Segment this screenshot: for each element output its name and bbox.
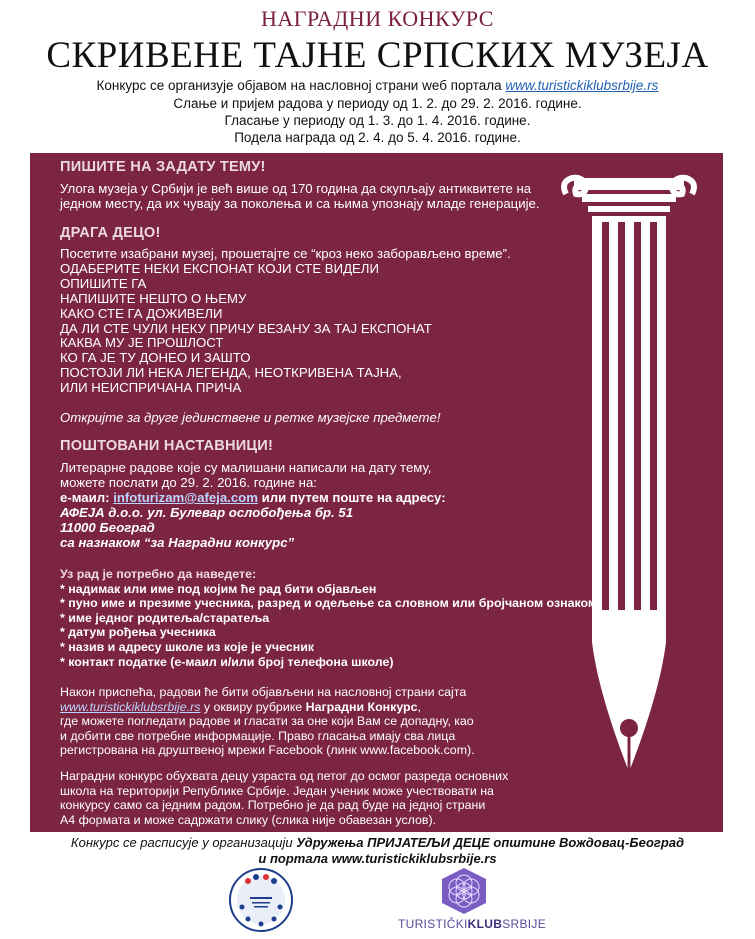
eligibility-line: А4 формата и може садржати слику (слика није обавезан услов). (60, 812, 437, 827)
kids-line: ИЛИ НЕИСПРИЧАНА ПРИЧА (60, 380, 242, 396)
kids-line: КАКО СТЕ ГА ДОЖИВЕЛИ (60, 305, 223, 321)
contest-title: СКРИВЕНЕ ТАЈНЕ СРПСКИХ МУЗЕЈА (46, 35, 709, 76)
address-line: 11000 Београд (60, 520, 155, 535)
pillar-pen-icon (556, 172, 702, 772)
theme-line: Улога музеја у Србији је већ више од 170 година да скупљају антиквитете на (60, 181, 532, 196)
info-line-1-text: Конкурс се организује објавом на насловној страни wеб портала (96, 78, 502, 93)
kids-line: Посетите изабрани музеј, прошетајте се “кроз неко заборављено време”. (60, 246, 511, 261)
requirement-item: * назив и адресу школе из које је учесник (60, 639, 315, 654)
requirement-item: * пуно име и презиме учесника, разред и одељење са словном или бројчаном ознаком (60, 596, 598, 611)
portal-link[interactable]: www.turistickiklubsrbije.rs (505, 78, 659, 93)
publication-text: , (417, 699, 421, 714)
info-line-1 (0, 78, 755, 93)
organizer-line (0, 835, 755, 850)
requirement-item: * датум рођења учесника (60, 625, 216, 640)
section-theme-text (60, 181, 540, 212)
kids-line: ОДАБЕРИТЕ НЕКИ ЕКСПОНАТ КОЈИ СТЕ ВИДЕЛИ (60, 260, 379, 276)
requirement-item: * име једног родитеља/старатеља (60, 610, 270, 625)
info-line-4: Подела награда од 2. 4. до 5. 4. 2016. године. (234, 130, 521, 145)
address-line: АФЕЈА д.о.о. ул. Булевар ослобођења бр. 51 (60, 505, 354, 520)
wordmark-part: TURISTIČKI (398, 917, 468, 931)
publication-line: регистрована на друштвеној мрежи Facebook (линк www.facebook.com). (60, 743, 475, 758)
info-line-2: Слање и пријем радова у периоду од 1. 2. до 29. 2. 2016. године. (173, 96, 582, 111)
portal-link-panel[interactable]: www.turistickiklubsrbije.rs (60, 699, 201, 714)
theme-line: једном месту, да их чувају за поколења и са њима упознају младе генерације. (60, 196, 540, 212)
wordmark-part: KLUB (467, 917, 503, 931)
flower-of-life-logo (434, 866, 494, 916)
section-teachers-heading: ПОШТОВАНИ НАСТАВНИЦИ! (60, 438, 274, 454)
address-line: са назнаком “за Наградни конкурс” (60, 535, 295, 550)
section-publication (60, 685, 475, 758)
kids-line: ПОСТОЈИ ЛИ НЕКА ЛЕГЕНДА, НЕОТКРИВЕНА ТАЈНА, (60, 365, 402, 381)
kids-line: ОПИШИТЕ ГА (60, 275, 147, 291)
eligibility-line: школа на територији Републике Србије. Један ученик може учествовати на (60, 783, 494, 798)
email-suffix: или путем поште на адресу: (257, 490, 446, 505)
turisticki-klub-wordmark (398, 917, 546, 931)
teachers-line: можете послати до 29. 2. 2016. године на: (60, 475, 317, 490)
wordmark-part: SRBIJE (502, 917, 547, 931)
kids-line: КАКВА МУ ЈЕ ПРОШЛОСТ (60, 335, 224, 351)
requirement-item: * надимак или име под којим ће рад бити објављен (60, 581, 377, 596)
kids-line: КО ГА ЈЕ ТУ ДОНЕО И ЗАШТО (60, 350, 251, 366)
section-kids-text (60, 247, 511, 396)
email-line (60, 490, 446, 505)
eligibility-line: Наградни конкурс обухвата децу узраста од петог до осмог разреда основних (60, 769, 509, 783)
publication-line: Након приспећа, радови ће бити објављени на насловној страни сајта (60, 685, 467, 699)
teachers-line: Литерарне радове које су малишани написали на дату тему, (60, 460, 432, 475)
section-kids-heading: ДРАГА ДЕЦО! (60, 225, 161, 241)
kids-line: НАПИШИТЕ НЕШТО О ЊЕМУ (60, 290, 247, 306)
requirements-heading: Уз рад је потребно да наведете: (60, 567, 257, 581)
email-label: е-маил: (60, 490, 114, 505)
email-link[interactable]: infoturizam@afeja.com (113, 490, 258, 505)
section-eligibility (60, 769, 508, 827)
publication-line (60, 700, 475, 715)
requirement-item: * контакт податке (е-маил и/или број телефона школе) (60, 654, 394, 669)
kids-line: ДА ЛИ СТЕ ЧУЛИ НЕКУ ПРИЧУ ВЕЗАНУ ЗА ТАЈ ЕКСПОНАТ (60, 320, 432, 336)
publication-line: где можете погледати радове и гласати за оне који Вам се допадну, као (60, 714, 474, 729)
portal-line: и портала www.turistickiklubsrbije.rs (258, 851, 497, 866)
children-friends-association-logo (228, 867, 294, 933)
eligibility-line: конкурсу само са једним радом. Потребно је да рад буде на једној страни (60, 798, 486, 813)
organizer-prefix: Конкурс се расписује у организацији (70, 835, 297, 850)
section-requirements (60, 567, 597, 669)
section-teachers-text (60, 460, 446, 550)
section-theme-heading: ПИШИТЕ НА ЗАДАТУ ТЕМУ! (60, 159, 266, 175)
rubric-name: Наградни Конкурс (305, 699, 418, 714)
publication-text: у оквиру рубрике (200, 699, 306, 714)
contest-kicker: НАГРАДНИ КОНКУРС (261, 6, 494, 31)
organizer-name: Удружења ПРИЈАТЕЉИ ДЕЦЕ општине Вождовац-Београд (296, 835, 685, 850)
kids-tagline: Откријте за друге јединствене и ретке музејске предмете! (60, 410, 441, 425)
publication-line: и добити све потребне информације. Право гласања имају сва лица (60, 728, 456, 743)
info-line-3: Гласање у периоду од 1. 3. до 1. 4. 2016. године. (224, 113, 531, 128)
